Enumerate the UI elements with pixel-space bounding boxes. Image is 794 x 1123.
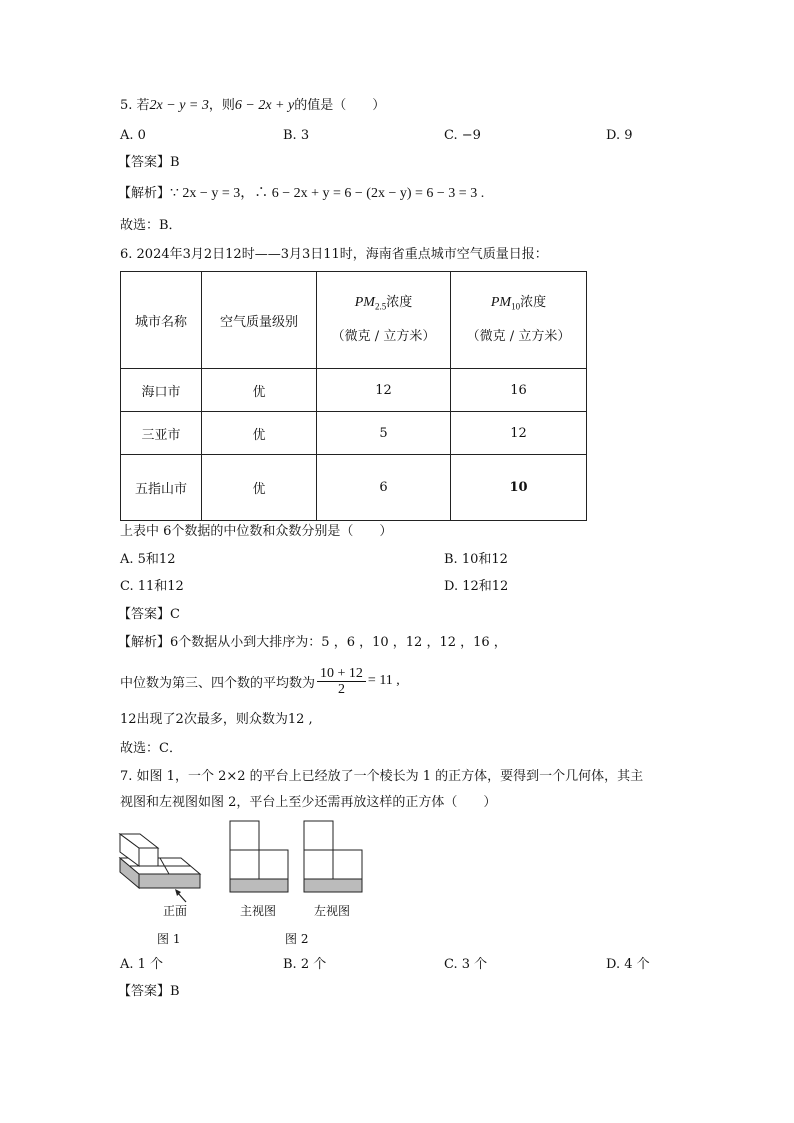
table-row xyxy=(121,455,587,521)
q5-conclusion: 故选：B． xyxy=(120,218,182,233)
q6-stem: 6. 2024年3月2日12时——3月3日11时，海南省重点城市空气质量日报： xyxy=(120,247,548,262)
table-row xyxy=(121,369,587,412)
q5-analysis-body: ∵ 2x − y = 3，∴ 6 − 2x + y = 6 − (2x − y) = 6 − 3 = 3 . xyxy=(170,186,485,201)
figure2-caption: 图 2 xyxy=(285,932,309,946)
figure1-caption: 图 1 xyxy=(157,932,181,946)
q6-option-a: A. 5和12 xyxy=(120,552,176,567)
cell-level: 优 xyxy=(202,412,317,455)
left-view-label: 左视图 xyxy=(314,904,351,918)
header-pm25 xyxy=(317,272,451,369)
pm25-subscript: 2.5 xyxy=(374,301,387,312)
pm25-unit: （微克 / 立方米） xyxy=(331,328,436,344)
q7-option-b: B. 2 个 xyxy=(283,957,327,972)
q5-stem xyxy=(120,97,385,115)
figure2-main-view xyxy=(229,820,291,896)
pm10-subscript: 10 xyxy=(511,301,521,312)
q5-option-a: A. 0 xyxy=(120,128,146,143)
cell-pm10: 16 xyxy=(451,369,587,412)
q7-answer: 【答案】B xyxy=(118,984,180,999)
q6-answer: 【答案】C xyxy=(118,607,180,622)
q5-expression: 6 − 2x + y xyxy=(234,98,295,113)
front-label: 正面 xyxy=(163,904,188,918)
pm10-unit: （微克 / 立方米） xyxy=(466,328,571,344)
q7-stem-line1: 7. 如图 1，一个 2×2 的平台上已经放了一个棱长为 1 的正方体，要得到一个几何体，其主 xyxy=(120,769,644,784)
pm25-concentration: 浓度 xyxy=(386,295,413,311)
cell-city: 五指山市 xyxy=(121,455,202,521)
q5-option-c: C. −9 xyxy=(444,128,481,143)
main-view-label: 主视图 xyxy=(240,904,277,918)
q5-analysis xyxy=(118,185,484,203)
header-level: 空气质量级别 xyxy=(202,272,317,369)
pm10-concentration: 浓度 xyxy=(520,295,547,311)
q6-conclusion: 故选：C． xyxy=(120,741,182,756)
q7-option-a: A. 1 个 xyxy=(120,957,164,972)
figure2-left-view xyxy=(303,820,365,896)
cell-city: 海口市 xyxy=(121,369,202,412)
q5-answer: 【答案】B xyxy=(118,155,180,170)
q6-median-prefix: 中位数为第三、四个数的平均数为 xyxy=(120,675,316,691)
q6-option-b-text: B. 10和12 xyxy=(444,552,508,567)
q5-condition: 2x − y = 3 xyxy=(149,98,209,113)
table-row xyxy=(121,412,587,455)
q6-analysis-label: 【解析】 xyxy=(118,635,171,650)
q6-median-line xyxy=(120,663,400,699)
q6-median-result: = 11 , xyxy=(367,673,400,688)
q7-stem-line2: 视图和左视图如图 2，平台上至少还需再放这样的正方体（ ） xyxy=(120,795,497,810)
q6-option-b xyxy=(444,551,508,569)
pm10-symbol: PM xyxy=(490,295,512,311)
cell-pm25: 12 xyxy=(317,369,451,412)
cell-pm10: 10 xyxy=(451,455,587,521)
fraction-denominator: 2 xyxy=(337,681,345,697)
q5-suffix: 的值是（ ） xyxy=(294,98,386,113)
q6-question: 上表中 6个数据的中位数和众数分别是（ ） xyxy=(120,524,393,539)
cell-pm10: 12 xyxy=(451,412,587,455)
cell-pm25: 6 xyxy=(317,455,451,521)
q5-analysis-label: 【解析】 xyxy=(118,186,171,201)
q5-prefix: 5. 若 xyxy=(120,98,150,113)
q6-option-d: D. 12和12 xyxy=(444,579,509,594)
q6-analysis-body: 6个数据从小到大排序为：5 ，6 ，10 ，12 ，12 ，16 ， xyxy=(170,635,507,650)
cell-pm25: 5 xyxy=(317,412,451,455)
cell-level: 优 xyxy=(202,455,317,521)
q7-option-d: D. 4 个 xyxy=(606,957,650,972)
fraction-numerator: 10 + 12 xyxy=(317,666,366,682)
cell-level: 优 xyxy=(202,369,317,412)
figure1-platform-cube xyxy=(112,822,212,910)
q6-median-fraction xyxy=(317,666,366,697)
q6-option-c: C. 11和12 xyxy=(120,579,184,594)
q7-option-c: C. 3 个 xyxy=(444,957,488,972)
cell-city: 三亚市 xyxy=(121,412,202,455)
q6-analysis xyxy=(118,634,507,652)
header-city: 城市名称 xyxy=(121,272,202,369)
air-quality-table xyxy=(120,271,587,521)
q5-mid: ，则 xyxy=(208,98,235,113)
pm25-symbol: PM xyxy=(354,295,375,311)
q5-option-b: B. 3 xyxy=(283,128,310,143)
header-pm10 xyxy=(451,272,587,369)
q6-mode-line: 12出现了2次最多，则众数为12 , xyxy=(120,712,313,727)
q5-option-d: D. 9 xyxy=(606,128,633,143)
